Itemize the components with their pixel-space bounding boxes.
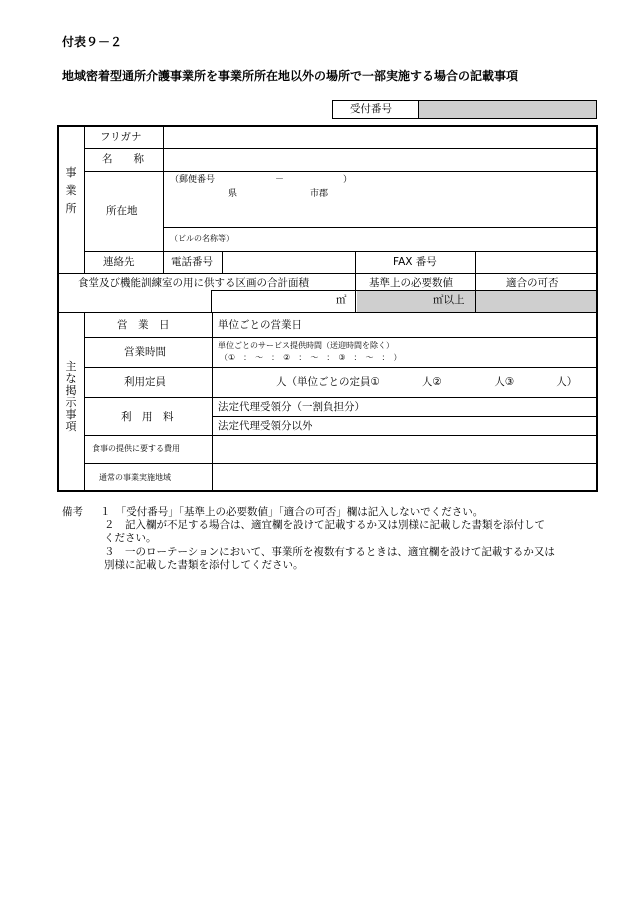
fee-label: 利 用 料: [121, 411, 174, 423]
business-days-label: 営 業 日: [117, 319, 170, 331]
hours-slots: （① ： ～ ： ② ： ～ ： ③ ： ～ ： ）: [220, 353, 402, 362]
note-1: １ 「受付番号」「基準上の必要数値」「適合の可否」欄は記入しないでください。: [100, 506, 484, 518]
phone-label: 電話番号: [171, 256, 213, 268]
postal-dash: －: [275, 175, 285, 185]
capacity-label: 利用定員: [124, 376, 166, 388]
suitability-label: 適合の可否: [506, 277, 559, 289]
standard-unit: ㎡以上: [433, 294, 465, 306]
area-label: 食堂及び機能訓練室の用に供する区画の合計面積: [78, 277, 309, 289]
meal-input[interactable]: [213, 436, 596, 463]
contact-label: 連絡先: [103, 256, 135, 268]
meal-label: 食事の提供に要する費用: [92, 444, 180, 453]
postal-label: （郵便番号: [170, 175, 216, 185]
standard-label: 基準上の必要数値: [369, 277, 453, 289]
city-label: 市郡: [310, 189, 329, 199]
standard-value-cell: [357, 291, 597, 312]
postal-close: ）: [343, 175, 353, 185]
fax-label: FAX 番号: [393, 256, 437, 268]
building-label: （ビルの名称等）: [170, 234, 234, 243]
prefecture-label: 県: [228, 189, 238, 199]
furigana-label: フリガナ: [100, 131, 142, 143]
form-ref: 付表９－２: [62, 35, 123, 49]
office-side-label: 事業所: [65, 166, 77, 215]
address-label: 所在地: [106, 205, 138, 217]
capacity-value: 人（単位ごとの定員① 人② 人③ 人）: [276, 376, 578, 388]
area-unit: ㎡: [336, 294, 347, 306]
address-input[interactable]: [164, 172, 596, 227]
area-served-label: 通常の事業実施地域: [99, 473, 171, 482]
area-served-input[interactable]: [213, 464, 596, 490]
fee-proxy-label: 法定代理受領分（一割負担分）: [218, 401, 365, 413]
name-label: 名 称: [102, 153, 144, 165]
main-side-label: 主な掲示事項: [65, 360, 77, 433]
area-input[interactable]: [212, 291, 355, 312]
furigana-input[interactable]: [164, 127, 596, 148]
note-3b: 別様に記載した書類を添付してください。: [104, 559, 304, 571]
business-days-value: 単位ごとの営業日: [218, 319, 302, 331]
receipt-input[interactable]: [418, 100, 597, 119]
business-hours-label: 営業時間: [124, 346, 166, 358]
hours-note: 単位ごとのサービス提供時間（送迎時間を除く）: [218, 341, 394, 350]
phone-input[interactable]: [223, 252, 355, 273]
name-input[interactable]: [164, 149, 596, 171]
notes-label: 備考: [62, 506, 83, 518]
fax-input[interactable]: [476, 252, 596, 273]
fee-other-label: 法定代理受領分以外: [218, 420, 313, 432]
note-2b: ください。: [104, 532, 157, 544]
form-heading: 地域密着型通所介護事業所を事業所所在地以外の場所で一部実施する場合の記載事項: [62, 69, 519, 83]
receipt-label: 受付番号: [350, 103, 392, 115]
note-3a: ３ 一のローテーションにおいて、事業所を複数有するときは、適宜欄を設けて記載するか又は: [104, 546, 555, 558]
note-2a: ２ 記入欄が不足する場合は、適宜欄を設けて記載するか又は別様に記載した書類を添付して: [104, 519, 545, 531]
building-input[interactable]: [164, 228, 596, 251]
